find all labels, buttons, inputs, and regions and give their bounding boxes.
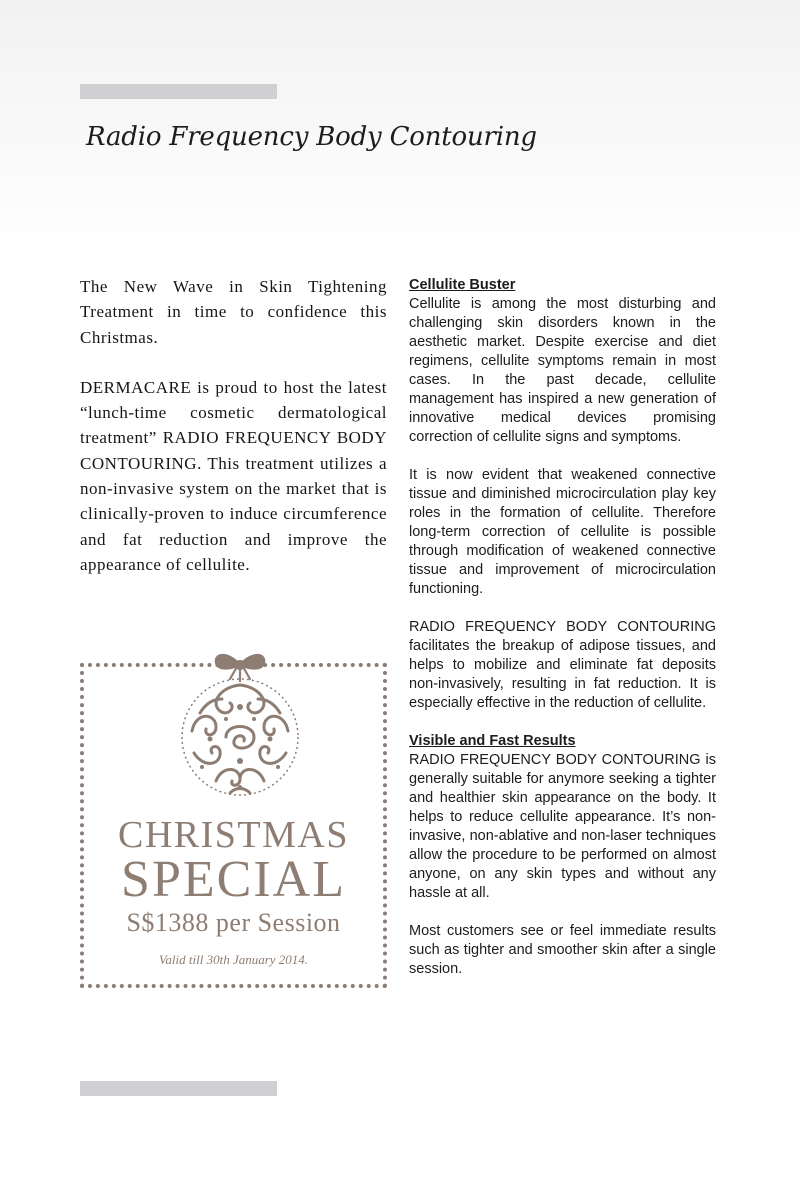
section-paragraph: RADIO FREQUENCY BODY CONTOURING is generally suitable for anymore seeking a tighter and healthier skin appearance on the body. It helps to reduce cellulite appearance. It’s non-invasive, non-ablative and non-laser techniques allow the procedure to be performed on almost anyone, on any skin types and without any hassle at all.: [409, 752, 716, 901]
section-paragraph: It is now evident that weakened connective tissue and diminished microcirculation play key roles in the formation of cellulite. Therefore long-term correction of cellulite is possible through modification of weakened connective tissue and improvement of microcirculation functioning.: [409, 467, 716, 597]
section-paragraph: Cellulite is among the most disturbing and challenging skin disorders known in the aesthetic market. Despite exercise and diet regimens, cellulite symptoms remain in most cases. In the past decade, cellulite management has inspired a new generation of innovative medical devices promising correction of cellulite signs and symptoms.: [409, 296, 716, 445]
page-title: Radio Frequency Body Contouring: [86, 122, 537, 152]
section-cellulite-buster: [409, 276, 716, 713]
body-paragraph: DERMACARE is proud to host the latest “lunch-time cosmetic dermatological treatment” RADIO FREQUENCY BODY CONTOURING. This treatment utilizes a non-invasive system on the market that is clinically-proven to induce circumference and fat reduction and improve the appearance of cellulite.: [80, 377, 387, 574]
promo-price: S$1388 per Session: [126, 908, 341, 937]
section-visible-fast-results: [409, 732, 716, 979]
promo-validity: Valid till 30th January 2014.: [158, 952, 309, 967]
christmas-bauble-icon: [170, 641, 310, 801]
promo-headline-christmas: CHRISTMAS: [118, 814, 349, 856]
section-heading: Visible and Fast Results: [409, 733, 576, 749]
left-column: [80, 274, 387, 602]
section-heading: Cellulite Buster: [409, 277, 516, 293]
top-decorative-bar: [80, 84, 277, 99]
section-paragraph: Most customers see or feel immediate results such as tighter and smoother skin after a single session.: [409, 923, 716, 977]
bottom-decorative-bar: [80, 1081, 277, 1096]
promo-headline-special: SPECIAL: [121, 851, 346, 908]
intro-paragraph: The New Wave in Skin Tightening Treatment in time to confidence this Christmas.: [80, 277, 387, 347]
christmas-special-box: [80, 663, 387, 988]
right-column: [409, 276, 716, 998]
section-paragraph: RADIO FREQUENCY BODY CONTOURING facilitates the breakup of adipose tissues, and helps to mobilize and eliminate fat deposits non-invasively, resulting in fat reduction. It is especially effective in the reduction of cellulite.: [409, 619, 716, 711]
